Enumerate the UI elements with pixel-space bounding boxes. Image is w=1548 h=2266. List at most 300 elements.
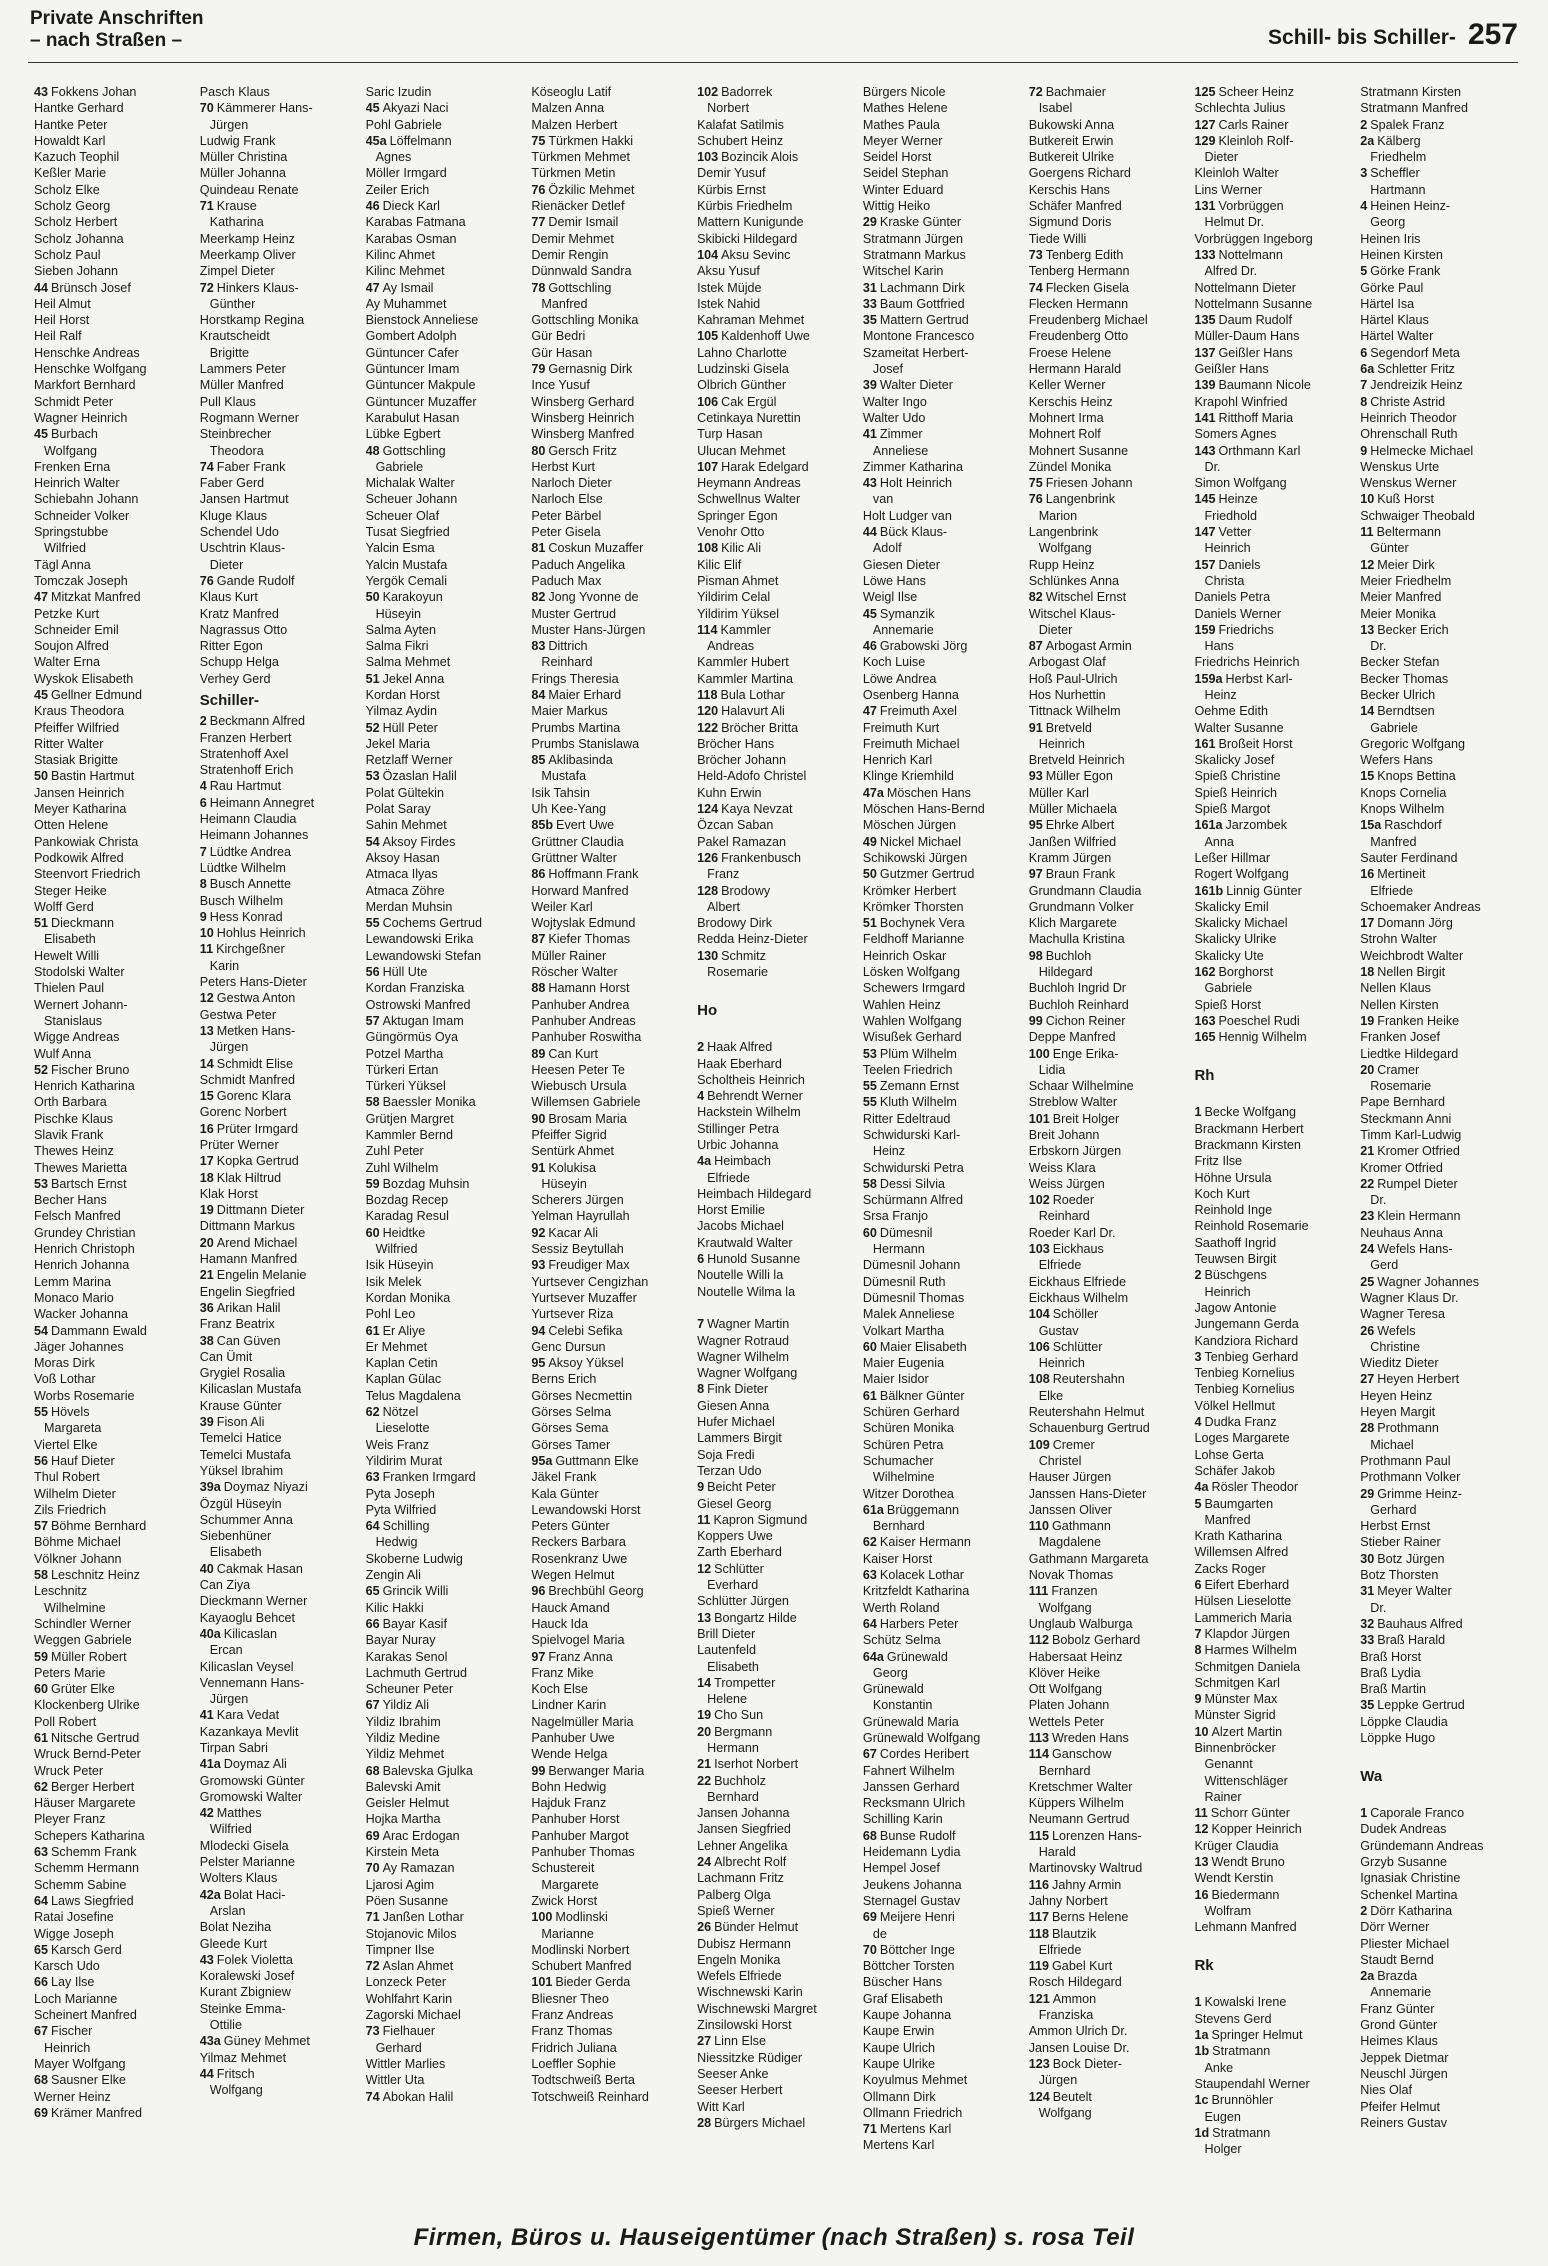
listing-entry	[531, 540, 689, 556]
resident-name: Cichon Reiner	[1045, 1013, 1126, 1028]
listing-entry: Prothmann Volker	[1360, 1470, 1461, 1485]
resident-name: Enge Erika-	[1052, 1046, 1119, 1061]
resident-name: Aklibasinda	[548, 753, 613, 768]
listing-entry: Ignasiak Christine	[1360, 1871, 1461, 1886]
resident-name: Brodowy	[721, 883, 771, 898]
listing-entry: Schürmann Alfred	[862, 1193, 964, 1208]
listing-entry	[200, 573, 358, 589]
house-number: 1b	[1194, 2044, 1210, 2059]
listing-entry: Scholz Paul	[34, 247, 101, 262]
resident-name: Stratmann	[1212, 2125, 1271, 2140]
listing-entry: Zeiler Erich	[365, 182, 430, 197]
listing-entry: Istek Nahid	[697, 296, 761, 311]
listing-entry: Karabas Fatmana	[365, 215, 466, 230]
listing-entry: Karakas Senol	[365, 1649, 448, 1664]
listing-entry: Fritz Ilse	[1194, 1154, 1243, 1169]
listing-entry: Kerschis Heinz	[1028, 394, 1113, 409]
listing-entry: Schäfer Manfred	[1028, 199, 1122, 214]
listing-entry: Steenvort Friedrich	[34, 867, 141, 882]
house-number: 95	[531, 1356, 546, 1371]
listing-entry: Monaco Mario	[34, 1290, 114, 1305]
house-number: 24	[697, 1855, 712, 1870]
listing-entry: Reiners Gustav	[1360, 2115, 1448, 2130]
house-number: 4	[1360, 199, 1368, 214]
listing-entry: Franz Thomas	[531, 2024, 613, 2039]
listing-entry: Lohse Gerta	[1194, 1447, 1264, 1462]
resident-name: Daniels	[1218, 557, 1261, 572]
resident-name: Linn Else	[714, 2034, 766, 2049]
house-number: 1	[1194, 1995, 1202, 2010]
listing-entry: Jäkel Frank	[531, 1470, 597, 1485]
street-heading: Wa	[1360, 1767, 1383, 1785]
listing-entry: Wigge Andreas	[34, 1030, 120, 1045]
house-number: 55	[862, 1079, 877, 1094]
house-number: 10	[199, 926, 214, 941]
listing-entry: Peters Günter	[531, 1519, 610, 1534]
resident-name: Braun Frank	[1045, 867, 1115, 882]
entry-continuation: Reinhard	[1038, 1209, 1090, 1224]
listing-entry	[200, 1088, 358, 1104]
listing-entry: Reutershahn Helmut	[1028, 1405, 1145, 1420]
house-number: 105	[697, 329, 719, 344]
listing-entry: Pankowiak Christa	[34, 834, 139, 849]
listing-entry: Er Mehmet	[365, 1339, 428, 1354]
house-number: 123	[1028, 2056, 1050, 2071]
house-number: 118	[697, 687, 718, 702]
entry-continuation: Dr.	[1370, 1600, 1387, 1615]
house-number: 20	[199, 1235, 214, 1250]
listing-entry	[1029, 1046, 1187, 1062]
listing-entry: Tägl Anna	[34, 557, 91, 572]
entry-continuation: Arslan	[209, 1903, 246, 1918]
listing-entry: Wettels Peter	[1028, 1714, 1105, 1729]
listing-entry: Staupendahl Werner	[1194, 2076, 1310, 2091]
resident-name: Janßen Lothar	[382, 1910, 464, 1925]
resident-name: Matthes	[216, 1806, 262, 1821]
entry-continuation: Anke	[1204, 2060, 1234, 2075]
listing-entry	[1360, 1143, 1518, 1159]
listing-entry: Demir Rengin	[531, 247, 609, 262]
listing-entry	[366, 671, 524, 687]
resident-name: Lüdtke Andrea	[209, 844, 292, 859]
entry-continuation: Josef	[872, 362, 904, 377]
listing-entry: Simon Wolfgang	[1194, 476, 1287, 491]
resident-name: Jendreizik Heinz	[1370, 378, 1463, 393]
house-number: 70	[199, 101, 214, 116]
listing-entry: Grüttner Claudia	[531, 834, 624, 849]
listing-entry: Wacker Johanna	[34, 1307, 129, 1322]
entry-continuation: Heinrich	[1038, 1356, 1085, 1371]
listing-entry: Winter Eduard	[862, 182, 944, 197]
house-number: 60	[862, 1339, 877, 1354]
listing-entry: Feldhoff Marianne	[862, 932, 965, 947]
resident-name: Gutzmer Gertrud	[879, 867, 975, 882]
listing-entry: Petzke Kurt	[34, 606, 100, 621]
listing-entry: Hempel Josef	[862, 1861, 940, 1876]
resident-name: Brünsch Josef	[51, 280, 131, 295]
listing-entry: Gründemann Andreas	[1360, 1838, 1484, 1853]
listing-entry	[1360, 1968, 1518, 1984]
resident-name: Aksu Sevinc	[721, 247, 791, 262]
listing-entry	[1029, 1111, 1187, 1127]
listing-entry: Reinhold Inge	[1194, 1203, 1273, 1218]
house-number: 2	[1360, 1903, 1368, 1918]
listing-entry: Kilic Elif	[697, 557, 742, 572]
listing-entry: Wendt Kerstin	[1194, 1871, 1274, 1886]
resident-name: Hoffmann Frank	[548, 867, 639, 882]
resident-name: Schöller	[1052, 1307, 1099, 1322]
resident-name: Kraske Günter	[879, 215, 962, 230]
listing-entry	[1194, 1013, 1352, 1029]
house-number: 73	[365, 2024, 380, 2039]
house-number: 38	[199, 1333, 214, 1348]
listing-entry: Scholtheis Heinrich	[697, 1072, 805, 1087]
listing-entry: Hufer Michael	[697, 1415, 775, 1430]
resident-name: Metken Hans-	[216, 1023, 296, 1038]
resident-name: Cho Sun	[714, 1708, 764, 1723]
listing-entry: Peters Hans-Dieter	[199, 975, 307, 990]
listing-entry: Schummer Anna	[199, 1512, 293, 1527]
resident-name: Krämer Manfred	[51, 2105, 143, 2120]
listing-entry: Wegen Helmut	[531, 1568, 615, 1583]
resident-name: Carls Rainer	[1218, 117, 1289, 132]
house-number: 24	[1360, 1242, 1375, 1257]
house-number: 115	[1028, 1828, 1050, 1843]
listing-entry: Dubisz Hermann	[697, 1936, 791, 1951]
resident-name: Harmes Wilhelm	[1204, 1643, 1297, 1658]
listing-entry: Thewes Marietta	[34, 1160, 128, 1175]
listing-entry	[200, 909, 358, 925]
listing-entry: Zimmer Katharina	[862, 459, 963, 474]
entry-continuation: Marion	[1038, 508, 1078, 523]
resident-name: Behrendt Werner	[707, 1089, 803, 1104]
listing-entry: Peters Marie	[34, 1665, 106, 1680]
entry-continuation: Wolfgang	[44, 443, 97, 458]
listing-entry	[531, 182, 689, 198]
entry-continuation: Dieter	[1038, 622, 1073, 637]
house-number: 62	[34, 1779, 49, 1794]
listing-entry: Herbst Ernst	[1360, 1519, 1431, 1534]
listing-entry	[1360, 1697, 1518, 1713]
listing-entry: Schendel Udo	[199, 525, 279, 540]
listing-entry: Kammler Martina	[697, 671, 793, 686]
house-number: 73	[1028, 247, 1043, 262]
listing-entry	[1194, 312, 1352, 328]
listing-entry: Wagner Klaus Dr.	[1360, 1290, 1459, 1305]
listing-entry: Wagner Rotraud	[697, 1333, 790, 1348]
listing-entry: Rogert Wolfgang	[1194, 867, 1289, 882]
listing-entry: Weiss Klara	[1028, 1160, 1096, 1175]
listing-entry: Mohnert Susanne	[1028, 443, 1129, 458]
listing-entry: Dümesnil Thomas	[862, 1290, 965, 1305]
resident-name: Doymaz Niyazi	[223, 1480, 308, 1495]
house-number: 145	[1194, 492, 1216, 507]
listing-entry: Stratmann Markus	[862, 247, 966, 262]
resident-name: Rau Hartmut	[209, 779, 282, 794]
listing-entry: Spieß Christine	[1194, 769, 1281, 784]
house-number: 39a	[199, 1480, 221, 1495]
house-number: 137	[1194, 345, 1216, 360]
listing-entry: Nellen Kirsten	[1360, 997, 1439, 1012]
listing-entry: Krömker Thorsten	[862, 899, 964, 914]
listing-entry: Scheuner Peter	[365, 1682, 454, 1697]
resident-name: Berwanger Maria	[548, 1763, 645, 1778]
listing-entry	[366, 100, 524, 116]
listing-entry: Yildirim Murat	[365, 1453, 443, 1468]
listing-entry	[200, 1267, 358, 1283]
listing-entry: Schmitgen Karl	[1194, 1675, 1280, 1690]
house-number: 71	[862, 2122, 877, 2137]
entry-continuation: Reinhard	[541, 655, 593, 670]
listing-entry: Krautscheidt	[199, 329, 270, 344]
listing-entry: Pakel Ramazan	[697, 834, 787, 849]
listing-entry	[1194, 622, 1352, 638]
listing-entry: Hülsen Lieselotte	[1194, 1594, 1292, 1609]
house-number: 85	[531, 753, 546, 768]
resident-name: Bayar Kasif	[382, 1616, 447, 1631]
listing-entry	[200, 1170, 358, 1186]
listing-entry: Pyta Joseph	[365, 1486, 435, 1501]
listing-entry: Weigl Ilse	[862, 590, 918, 605]
resident-name: Heimann Annegret	[209, 795, 315, 810]
entry-continuation: de	[872, 1926, 887, 1941]
listing-entry: Gestwa Peter	[199, 1007, 277, 1022]
listing-entry: Freimuth Michael	[862, 736, 960, 751]
house-number: 113	[1028, 1730, 1050, 1745]
listing-entry	[1194, 883, 1352, 899]
listing-entry	[200, 100, 358, 116]
spacer	[1194, 1978, 1352, 1994]
entry-continuation: Agnes	[375, 150, 412, 165]
listing-entry: Krüger Claudia	[1194, 1838, 1279, 1853]
house-number: 66	[34, 1975, 49, 1990]
entry-continuation: Michael	[1370, 1437, 1414, 1452]
listing-entry: Pöen Susanne	[365, 1893, 449, 1908]
resident-name: Guttmann Elke	[555, 1453, 639, 1468]
listing-entry	[366, 1909, 524, 1925]
listing-entry: Rupp Heinz	[1028, 557, 1095, 572]
house-number: 131	[1194, 199, 1216, 214]
listing-entry	[1029, 1991, 1187, 2007]
listing-entry	[34, 426, 192, 442]
house-number: 1a	[1194, 2028, 1209, 2043]
listing-entry: Müller Christina	[199, 150, 288, 165]
entry-continuation: Wilfried	[44, 541, 86, 556]
listing-entry	[1194, 1414, 1352, 1430]
spacer	[1360, 1746, 1518, 1762]
listing-entry: Ott Wolfgang	[1028, 1682, 1102, 1697]
entry-continuation: Christine	[1370, 1339, 1420, 1354]
resident-name: Dieck Karl	[382, 199, 440, 214]
resident-name: Arbogast Armin	[1045, 639, 1132, 654]
listing-entry	[34, 1649, 192, 1665]
listing-entry: Nottelmann Dieter	[1194, 280, 1296, 295]
listing-entry: Weiler Karl	[531, 899, 593, 914]
resident-name: Grimme Heinz-	[1377, 1486, 1462, 1501]
house-number: 104	[1028, 1307, 1050, 1322]
listing-entry	[863, 1567, 1021, 1583]
house-number: 4a	[697, 1154, 712, 1169]
listing-entry	[366, 1616, 524, 1632]
listing-entry	[1029, 1583, 1187, 1599]
listing-entry: Heesen Peter Te	[531, 1062, 625, 1077]
listing-entry: Kaupe Erwin	[862, 2024, 935, 2039]
listing-entry: Verhey Gerd	[199, 671, 271, 686]
resident-name: Meyer Walter	[1377, 1584, 1452, 1599]
listing-entry: Keller Werner	[1028, 378, 1106, 393]
resident-name: Jahny Armin	[1052, 1877, 1122, 1892]
house-number: 77	[531, 215, 546, 230]
listing-entry: Schwidurski Karl-	[862, 1128, 961, 1142]
entry-continuation: Dr.	[1370, 1193, 1387, 1208]
listing-entry: Can Ziya	[199, 1578, 251, 1593]
listing-entry	[200, 1300, 358, 1316]
resident-name: Kälberg	[1377, 133, 1421, 148]
listing-entry: Mohnert Irma	[1028, 410, 1104, 425]
resident-name: Özkilic Mehmet	[548, 182, 635, 197]
house-number: 87	[1028, 639, 1043, 654]
listing-entry: Timpner Ilse	[365, 1942, 435, 1957]
entry-continuation: Elke	[1038, 1388, 1064, 1403]
listing-entry: Heinrich Theodor	[1360, 410, 1457, 425]
house-number: 76	[199, 573, 214, 588]
house-number: 102	[697, 85, 719, 99]
resident-name: Dessi Silvia	[879, 1176, 946, 1191]
listing-entry	[366, 1404, 524, 1420]
listing-entry: Hauck Amand	[531, 1600, 610, 1615]
house-number: 67	[862, 1747, 877, 1762]
resident-name: Franzen	[1051, 1584, 1098, 1599]
resident-name: Poeschel Rudi	[1218, 1013, 1300, 1028]
listing-entry	[1029, 1958, 1187, 1974]
listing-entry: Meier Monika	[1360, 606, 1436, 621]
entry-continuation: Genannt	[1204, 1757, 1253, 1772]
listing-entry: Schindler Werner	[34, 1616, 132, 1631]
resident-name: Braß Harald	[1377, 1633, 1446, 1648]
listing-entry	[1029, 1306, 1187, 1322]
listing-entry	[1360, 117, 1518, 133]
listing-entry: Braß Lydia	[1360, 1665, 1421, 1680]
listing-entry: Geißler Hans	[1194, 362, 1269, 377]
street-heading: Rh	[1194, 1066, 1215, 1084]
listing-entry	[34, 1893, 192, 1909]
resident-name: Iserhot Norbert	[714, 1757, 799, 1772]
listing-entry: Gombert Adolph	[365, 329, 457, 344]
resident-name: Leppke Gertrud	[1377, 1698, 1465, 1713]
resident-name: Mertineit	[1377, 867, 1426, 882]
resident-name: Gottschling	[382, 443, 446, 458]
listing-entry: Redda Heinz-Dieter	[697, 932, 808, 947]
house-number: 12	[199, 991, 214, 1006]
resident-name: Can Güven	[216, 1333, 281, 1348]
resident-name: Bieder Gerda	[555, 1975, 631, 1990]
listing-entry	[200, 1056, 358, 1072]
house-number: 97	[531, 1649, 546, 1664]
listing-entry: Uschtrin Klaus-	[199, 541, 286, 556]
listing-entry: Gromowski Günter	[199, 1773, 305, 1788]
resident-name: Wagner Johannes	[1377, 1274, 1480, 1289]
resident-name: Botz Jürgen	[1377, 1551, 1445, 1566]
resident-name: Hennig Wilhelm	[1218, 1030, 1307, 1045]
listing-entry	[1029, 1241, 1187, 1257]
house-number: 96	[531, 1584, 546, 1599]
entry-continuation: Alfred Dr.	[1204, 264, 1257, 279]
listing-entry: Schlechta Julius	[1194, 101, 1286, 116]
listing-entry: Henrich Christoph	[34, 1242, 135, 1257]
entry-continuation: Hüseyin	[541, 1176, 587, 1191]
house-number: 28	[1360, 1421, 1375, 1436]
listing-entry: Friedrichs Heinrich	[1194, 655, 1300, 670]
listing-entry: Braß Martin	[1360, 1682, 1427, 1697]
listing-entry: Möschen Jürgen	[862, 818, 957, 833]
listing-entry	[697, 883, 855, 899]
house-number: 74	[365, 2089, 380, 2104]
entry-continuation: Georg	[1370, 215, 1406, 230]
listing-entry: Heimes Klaus	[1360, 2034, 1438, 2049]
house-number: 120	[697, 704, 719, 719]
listing-entry	[1194, 671, 1352, 687]
listing-entry: Lewandowski Erika	[365, 932, 474, 947]
listing-entry: Gathmann Margareta	[1028, 1551, 1149, 1566]
listing-entry	[531, 866, 689, 882]
house-number: 12	[1194, 1822, 1209, 1837]
listing-entry: Knops Cornelia	[1360, 785, 1447, 800]
listing-entry: Yüksel Ibrahim	[199, 1463, 284, 1478]
listing-entry: Schmidt Manfred	[199, 1072, 295, 1087]
listing-entry	[34, 2023, 192, 2039]
house-number: 15a	[1360, 818, 1382, 833]
listing-entry: Herbst Kurt	[531, 459, 596, 474]
resident-name: Buchholz	[714, 1773, 766, 1788]
house-number: 11	[1194, 1806, 1208, 1821]
listing-entry: Brackmann Herbert	[1194, 1121, 1304, 1136]
listing-entry: Schilling Karin	[862, 1812, 943, 1827]
entry-continuation: Elisabeth	[209, 1545, 262, 1560]
listing-entry	[1360, 964, 1518, 980]
listing-entry: Skalicky Ute	[1194, 948, 1264, 963]
listing-entry: Polat Saray	[365, 802, 431, 817]
house-number: 107	[697, 459, 719, 474]
listing-entry	[200, 1023, 358, 1039]
listing-entry: Demir Mehmet	[531, 231, 614, 246]
entry-continuation: Hartmann	[1370, 182, 1426, 197]
listing-entry: Jansen Siegfried	[697, 1822, 791, 1837]
listing-entry: Podkowik Alfred	[34, 850, 124, 865]
listing-entry: Tenbieg Kornelius	[1194, 1382, 1295, 1397]
listing-entry	[697, 1610, 855, 1626]
listing-entry: Steckmann Anni	[1360, 1111, 1452, 1126]
house-number: 75	[1028, 476, 1043, 491]
listing-entry	[697, 622, 855, 638]
entry-continuation: Christel	[1038, 1453, 1082, 1468]
listing-entry: Kerschis Hans	[1028, 182, 1110, 197]
listing-entry: Witschel Karin	[862, 264, 944, 279]
listing-entry: Venohr Otto	[697, 525, 765, 540]
house-number: 5	[1194, 1496, 1202, 1511]
listing-entry: Cetinkaya Nurettin	[697, 410, 801, 425]
house-number: 10	[1194, 1724, 1209, 1739]
listing-entry: Klak Horst	[199, 1186, 258, 1201]
listing-entry	[1360, 1903, 1518, 1919]
house-number: 19	[697, 1708, 712, 1723]
listing-entry: Weichbrodt Walter	[1360, 948, 1464, 963]
house-number: 161b	[1194, 883, 1224, 898]
listing-entry: Koppers Uwe	[697, 1529, 773, 1544]
resident-name: Bauhaus Alfred	[1377, 1616, 1463, 1631]
entry-continuation: Bernhard	[872, 1519, 925, 1534]
house-number: 101	[531, 1975, 553, 1990]
entry-continuation: Heinrich	[44, 2040, 91, 2055]
